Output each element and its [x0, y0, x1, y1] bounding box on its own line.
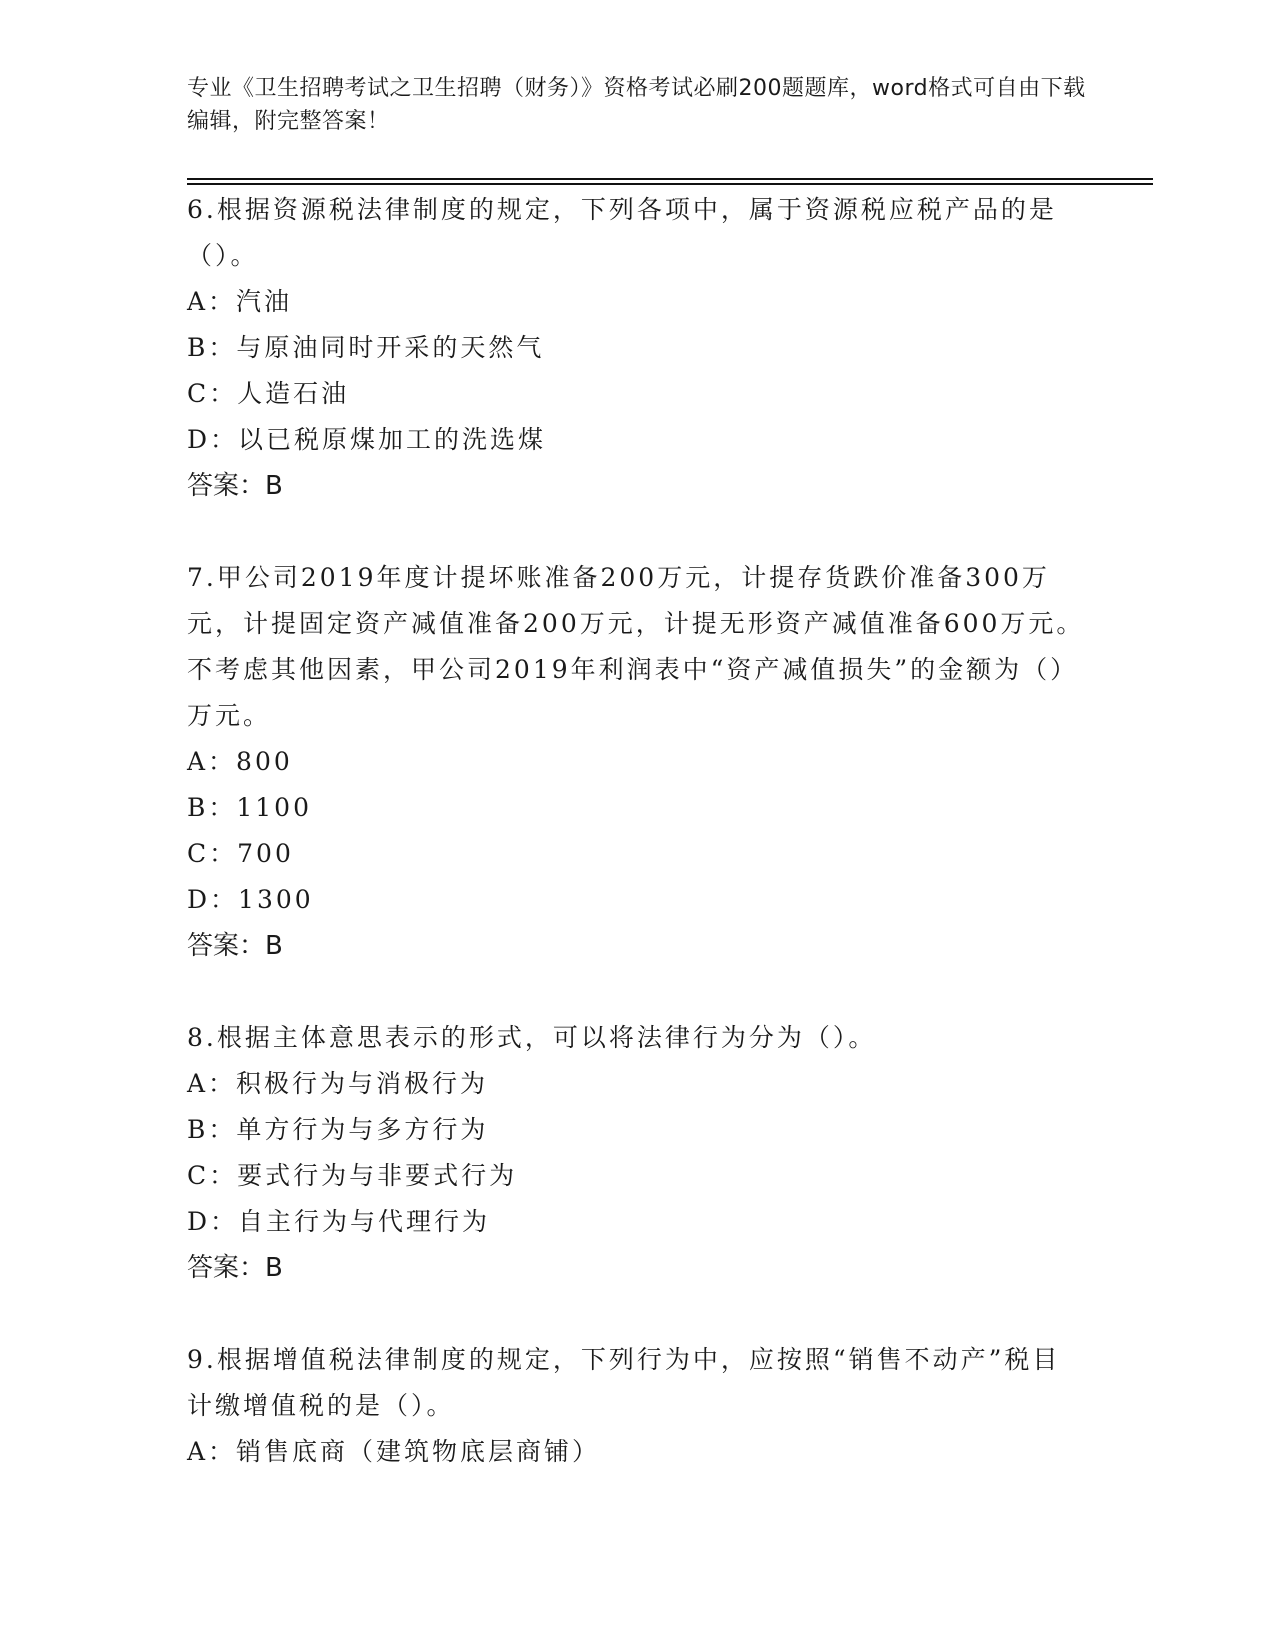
header-divider-bottom	[187, 183, 1153, 185]
question-6	[187, 187, 1087, 509]
option-a: A：800	[187, 747, 293, 776]
question-text: 7.甲公司2019年度计提坏账准备200万元，计提存货跌价准备300万元，计提固定资产减值准备200万元，计提无形资产减值准备600万元。不考虑其他因素，甲公司2019年利润表中“资产减值损失”的金额为（）万元。	[187, 563, 1085, 730]
document-header: 专业《卫生招聘考试之卫生招聘（财务）》资格考试必刷200题题库，word格式可自由下载编辑，附完整答案！	[187, 76, 1086, 134]
option-b: B：1100	[187, 793, 312, 822]
option-c: C：700	[187, 839, 294, 868]
question-text: 8.根据主体意思表示的形式，可以将法律行为分为（）。	[187, 1023, 877, 1052]
answer: 答案：B	[187, 471, 283, 501]
question-text: 9.根据增值税法律制度的规定，下列行为中，应按照“销售不动产”税目计缴增值税的是（）。	[187, 1345, 1061, 1420]
question-7	[187, 555, 1087, 969]
option-c: C：人造石油	[187, 379, 350, 408]
question-text: 6.根据资源税法律制度的规定，下列各项中，属于资源税应税产品的是（）。	[187, 195, 1057, 270]
option-c: C：要式行为与非要式行为	[187, 1161, 518, 1190]
answer: 答案：B	[187, 1253, 283, 1283]
question-8	[187, 1015, 1087, 1291]
option-a: A：积极行为与消极行为	[187, 1069, 489, 1098]
question-list	[187, 187, 1087, 1475]
option-a: A：销售底商（建筑物底层商铺）	[187, 1437, 601, 1466]
option-a: A：汽油	[187, 287, 293, 316]
option-b: B：单方行为与多方行为	[187, 1115, 489, 1144]
option-d: D：以已税原煤加工的洗选煤	[187, 425, 547, 454]
option-b: B：与原油同时开采的天然气	[187, 333, 545, 362]
option-d: D：自主行为与代理行为	[187, 1207, 491, 1236]
question-9	[187, 1337, 1087, 1475]
header-divider-top	[187, 178, 1153, 180]
answer: 答案：B	[187, 931, 283, 961]
option-d: D：1300	[187, 885, 314, 914]
